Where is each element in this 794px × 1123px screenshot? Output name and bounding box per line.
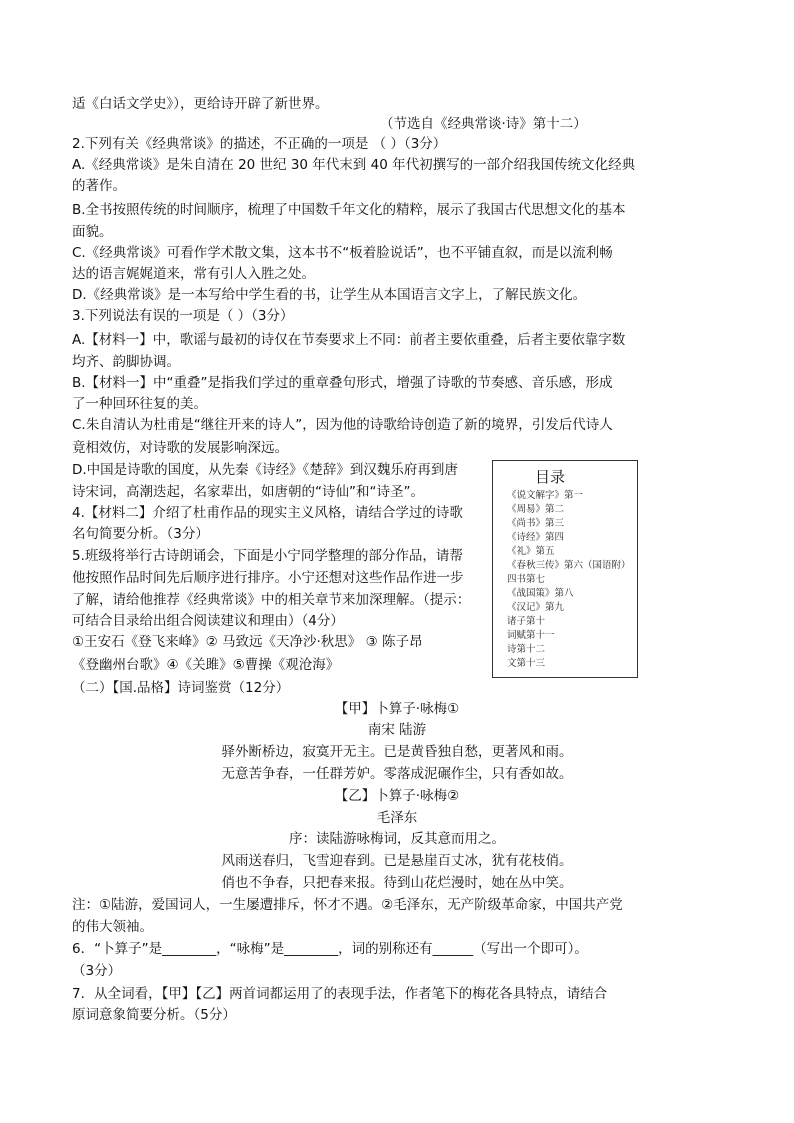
poem-line: 无意苦争春，一任群芳妒。零落成泥碾作尘，只有香如故。 bbox=[221, 766, 573, 782]
option-2d: D.《经典常谈》是一本写给中学生看的书，让学生从本国语言文字上，了解民族文化。 bbox=[72, 287, 587, 303]
toc-item: 《尚书》第三 bbox=[507, 518, 565, 529]
toc-item: 《说文解字》第一 bbox=[507, 490, 584, 501]
question-2: 2.下列有关《经典常谈》的描述，不正确的一项是 （ ）（3分） bbox=[72, 136, 447, 152]
poem-author-yi: 毛泽东 bbox=[376, 810, 418, 826]
text-line: 了解，请给他推荐《经典常谈》中的相关章节来加深理解。（提示： bbox=[72, 592, 471, 608]
toc-item: 《汉记》第九 bbox=[507, 602, 565, 613]
option-3a: A.【材料一】中，歌谣与最初的诗仅在节奏要求上不同：前者主要依重叠，后者主要依靠字数 bbox=[72, 332, 626, 348]
poem-author-jia: 南宋 陆游 bbox=[367, 722, 427, 738]
poem-title-yi: 【乙】卜算子·咏梅② bbox=[334, 788, 460, 804]
question-7: 7．从全词看，【甲】【乙】两首词都运用了的表现手法，作者笔下的梅花各具特点，请结合 bbox=[72, 986, 608, 1002]
text-line: 适《白话文学史》），更给诗开辟了新世界。 bbox=[72, 96, 329, 112]
option-2c: C.《经典常谈》可看作学术散文集，这本书不“板着脸说话”，也不平铺直叙，而是以流利畅 bbox=[72, 245, 613, 261]
toc-item: 诗第十二 bbox=[507, 644, 546, 655]
toc-item: 文第十三 bbox=[507, 658, 546, 669]
footnote: 注：①陆游，爱国词人，一生屡遭排斥，怀才不遇。②毛泽东，无产阶级革命家，中国共产党 bbox=[72, 897, 623, 913]
poem-line: 风雨送春归，飞雪迎春到。已是悬崖百丈冰，犹有花枝俏。 bbox=[221, 853, 573, 869]
source-note: （节选自《经典常谈·诗》第十二） bbox=[380, 116, 587, 132]
text-line: 诗宋词，高潮迭起，名家辈出，如唐朝的“诗仙”和“诗圣”。 bbox=[72, 484, 424, 500]
question-6: 6．“卜算子”是________，“咏梅”是________，词的别称还有______（写出一个即可）。 bbox=[72, 941, 588, 957]
poem-preface: 序：读陆游咏梅词，反其意而用之。 bbox=[289, 831, 505, 847]
question-5: 5.班级将举行古诗朗诵会，下面是小宁同学整理的部分作品，请帮 bbox=[72, 548, 463, 564]
question-4: 4.【材料二】介绍了杜甫作品的现实主义风格，请结合学过的诗歌 bbox=[72, 505, 463, 521]
toc-item: 《春秋三传》第六（国语附） bbox=[507, 560, 631, 571]
toc-item: 四书第七 bbox=[507, 574, 546, 585]
option-3d: D.中国是诗歌的国度，从先秦《诗经》《楚辞》到汉魏乐府再到唐 bbox=[72, 462, 458, 478]
poem-line: 驿外断桥边，寂寞开无主。已是黄昏独自愁，更著风和雨。 bbox=[221, 744, 573, 760]
text-line: 名句简要分析。（3分） bbox=[72, 526, 209, 542]
option-2b: B.全书按照传统的时间顺序，梳理了中国数千年文化的精粹，展示了我国古代思想文化的基本 bbox=[72, 202, 626, 218]
text-line: 达的语言娓娓道来，常有引人入胜之处。 bbox=[72, 266, 315, 282]
text-line: 竟相效仿，对诗歌的发展影响深远。 bbox=[72, 440, 288, 456]
text-line: （3分） bbox=[72, 963, 122, 979]
toc-item: 《周易》第二 bbox=[507, 504, 565, 515]
toc-title: 目录 bbox=[535, 468, 566, 486]
section-heading: （二）【国.品格】诗词鉴赏（12分） bbox=[72, 680, 290, 696]
question-3: 3.下列说法有误的一项是（ ）（3分） bbox=[72, 308, 294, 324]
poem-title-jia: 【甲】卜算子·咏梅① bbox=[334, 701, 460, 717]
text-line: 可结合目录给出组合阅读建议和理由）（4分） bbox=[72, 613, 344, 629]
option-2a: A.《经典常谈》是朱自清在 20 世纪 30 年代末到 40 年代初撰写的一部介绍我国传统文化经典 bbox=[72, 157, 636, 173]
toc-item: 《礼》第五 bbox=[507, 546, 555, 557]
text-line: 面貌。 bbox=[72, 224, 113, 240]
poem-line: 俏也不争春，只把春来报。待到山花烂漫时，她在丛中笑。 bbox=[221, 875, 573, 891]
option-3c: C.朱自清认为杜甫是“继往开来的诗人”，因为他的诗歌给诗创造了新的境界，引发后代诗人 bbox=[72, 417, 613, 433]
toc-item: 词赋第十一 bbox=[507, 630, 555, 641]
text-line: 了一种回环往复的美。 bbox=[72, 396, 207, 412]
toc-item: 诸子第十 bbox=[507, 616, 546, 627]
table-of-contents bbox=[492, 460, 638, 678]
option-3b: B.【材料一】中“重叠”是指我们学过的重章叠句形式，增强了诗歌的节奏感、音乐感，形成 bbox=[72, 375, 613, 391]
works-list: 《登幽州台歌》④《关雎》⑤曹操《观沧海》 bbox=[72, 657, 340, 673]
works-list: ①王安石《登飞来峰》② 马致远《天净沙·秋思》 ③ 陈子昂 bbox=[72, 634, 423, 650]
text-line: 原词意象简要分析。（5分） bbox=[72, 1007, 236, 1023]
toc-item: 《诗经》第四 bbox=[507, 532, 565, 543]
toc-item: 《战国策》第八 bbox=[507, 588, 574, 599]
text-line: 的伟大领袖。 bbox=[72, 919, 153, 935]
text-line: 他按照作品时间先后顺序进行排序。小宁还想对这些作品作进一步 bbox=[72, 570, 464, 586]
text-line: 均齐、韵脚协调。 bbox=[72, 354, 180, 370]
text-line: 的著作。 bbox=[72, 178, 126, 194]
